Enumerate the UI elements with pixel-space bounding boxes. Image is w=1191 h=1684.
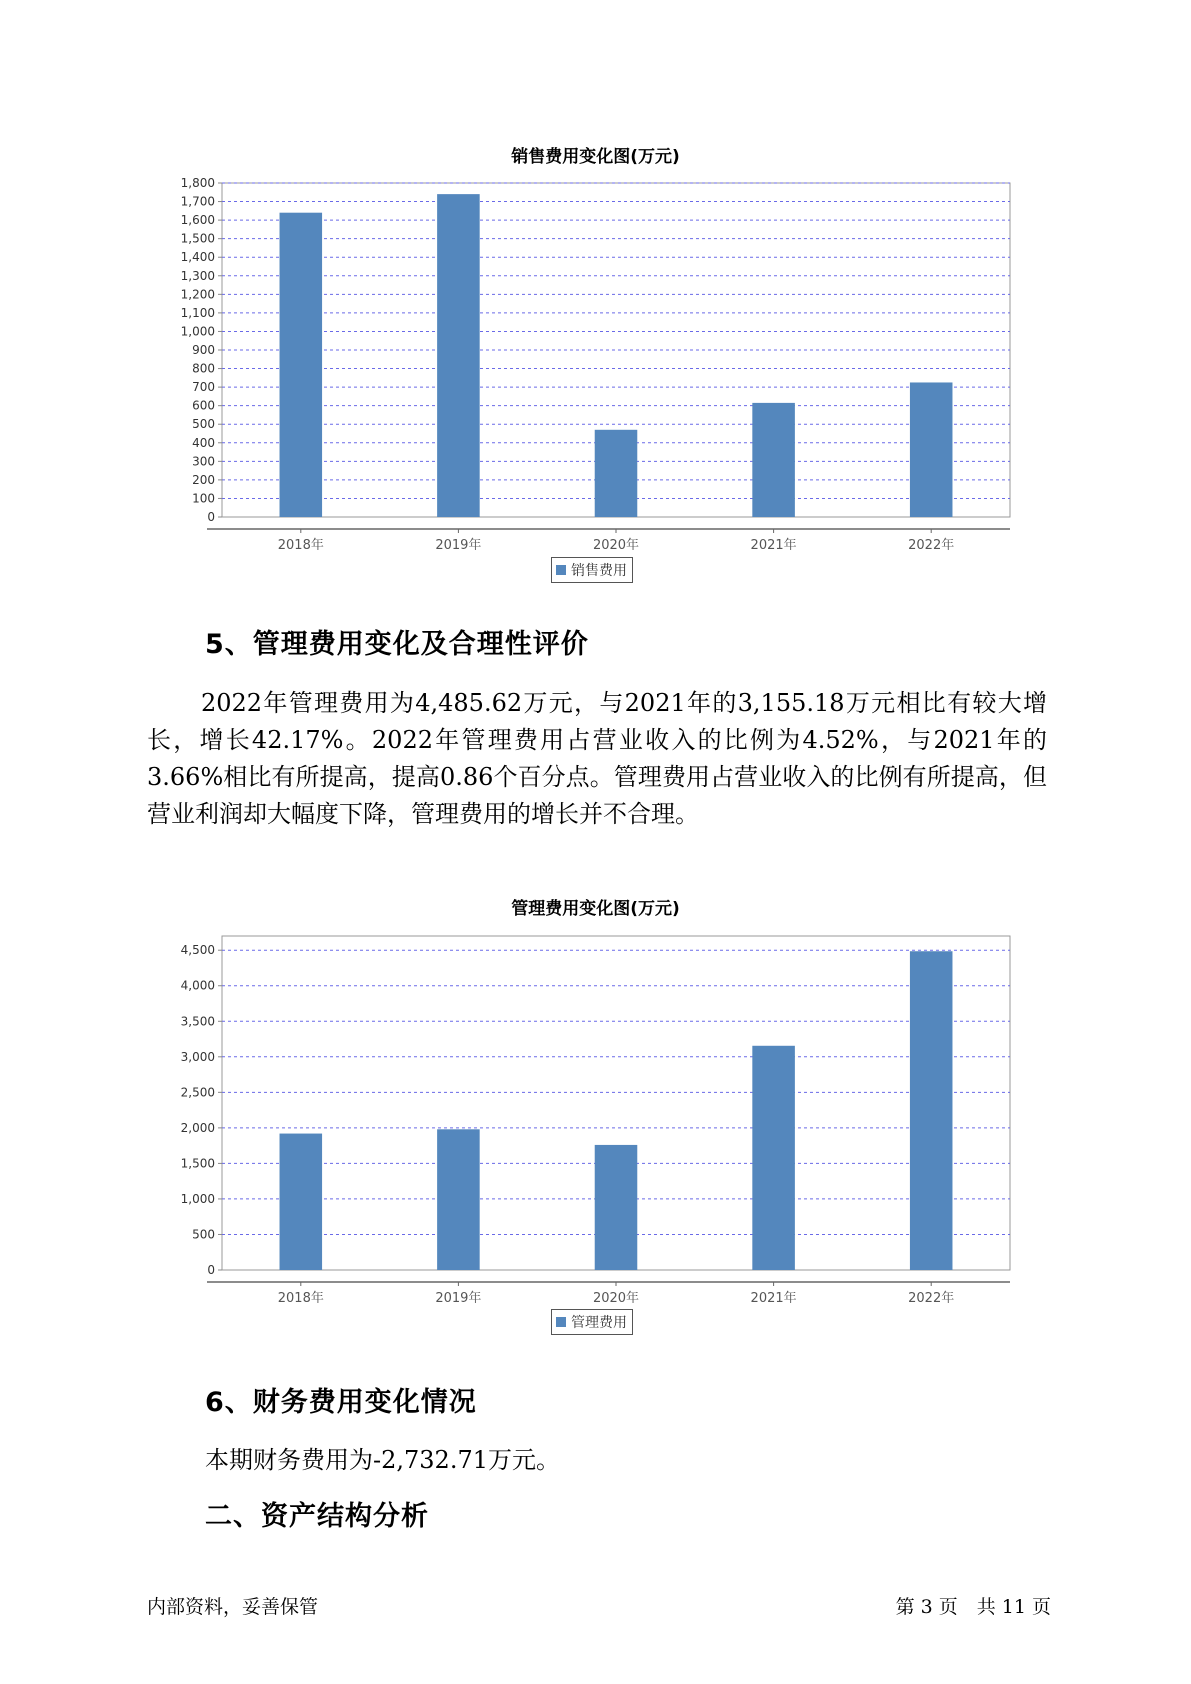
y-tick-label: 500 <box>192 1227 215 1242</box>
y-tick-label: 100 <box>192 491 215 506</box>
page-number: 第 3 页 共 11 页 <box>895 1596 1051 1618</box>
y-tick-label: 2,500 <box>180 1085 215 1100</box>
y-tick-label: 3,500 <box>180 1014 215 1029</box>
bar <box>437 194 480 517</box>
y-tick-label: 1,300 <box>180 268 215 283</box>
y-tick-label: 1,000 <box>180 1191 215 1206</box>
section6-text: 本期财务费用为-2,732.71万元。 <box>205 1446 560 1474</box>
x-tick-label: 2018年 <box>277 1291 324 1303</box>
x-tick-label: 2022年 <box>908 1291 955 1303</box>
bar <box>595 1145 638 1270</box>
chart1-legend-label: 销售费用 <box>571 563 627 579</box>
y-tick-label: 2,000 <box>180 1120 215 1135</box>
legend-swatch-icon <box>556 1317 566 1327</box>
x-tick-label: 2021年 <box>750 538 797 550</box>
bar <box>752 403 795 517</box>
chart1-title: 销售费用变化图(万元) <box>511 147 680 167</box>
section5-heading: 5、管理费用变化及合理性评价 <box>205 629 589 660</box>
x-tick-label: 2020年 <box>592 1291 640 1303</box>
y-tick-label: 4,000 <box>180 978 215 993</box>
y-tick-label: 700 <box>192 380 215 395</box>
y-tick-label: 1,000 <box>180 324 215 339</box>
bar <box>910 382 953 517</box>
x-tick-label: 2022年 <box>908 538 955 550</box>
bar <box>437 1129 480 1270</box>
section5-paragraph <box>147 685 1047 833</box>
chart1-legend <box>551 557 633 583</box>
chart2-legend <box>551 1309 633 1335</box>
y-tick-label: 1,600 <box>180 213 215 228</box>
admin-expense-chart <box>150 928 1025 1303</box>
y-tick-label: 0 <box>207 1263 215 1277</box>
y-tick-label: 1,800 <box>180 176 215 190</box>
y-tick-label: 4,500 <box>180 943 215 958</box>
bar <box>752 1046 795 1270</box>
section6-heading: 6、财务费用变化情况 <box>205 1387 477 1418</box>
y-tick-label: 1,500 <box>180 231 215 246</box>
sales-expense-chart <box>150 175 1025 550</box>
footer-confidential: 内部资料，妥善保管 <box>147 1596 319 1618</box>
y-tick-label: 400 <box>192 435 215 450</box>
x-tick-label: 2019年 <box>435 1291 482 1303</box>
y-tick-label: 900 <box>192 343 215 357</box>
y-tick-label: 500 <box>192 417 215 432</box>
bar <box>280 213 323 517</box>
bar <box>280 1134 323 1270</box>
y-tick-label: 1,700 <box>180 194 215 209</box>
bar <box>595 430 638 517</box>
section-two-heading: 二、资产结构分析 <box>205 1501 429 1532</box>
y-tick-label: 600 <box>192 398 215 413</box>
chart2-legend-label: 管理费用 <box>571 1315 627 1331</box>
legend-swatch-icon <box>556 565 566 575</box>
y-tick-label: 3,000 <box>180 1049 215 1064</box>
x-tick-label: 2018年 <box>277 538 324 550</box>
y-tick-label: 1,200 <box>180 287 215 302</box>
y-tick-label: 200 <box>192 472 215 487</box>
y-tick-label: 800 <box>192 361 215 376</box>
y-tick-label: 1,100 <box>180 305 215 320</box>
x-tick-label: 2019年 <box>435 538 482 550</box>
y-tick-label: 1,500 <box>180 1156 215 1171</box>
section5-paragraph-text: 2022年管理费用为4,485.62万元，与2021年的3,155.18万元相比有较大增长，增长42.17%。2022年管理费用占营业收入的比例为4.52%，与2021年的3.66%相比有所提高，提高0.86个百分点。管理费用占营业收入的比例有所提高，但营业利润却大幅度下降，管理费用的增长并不合理。 <box>147 689 1047 828</box>
y-tick-label: 0 <box>207 510 215 524</box>
chart2-title: 管理费用变化图(万元) <box>511 899 680 919</box>
bar <box>910 951 953 1270</box>
y-tick-label: 300 <box>192 454 215 469</box>
y-tick-label: 1,400 <box>180 250 215 265</box>
x-tick-label: 2020年 <box>592 538 640 550</box>
x-tick-label: 2021年 <box>750 1291 797 1303</box>
